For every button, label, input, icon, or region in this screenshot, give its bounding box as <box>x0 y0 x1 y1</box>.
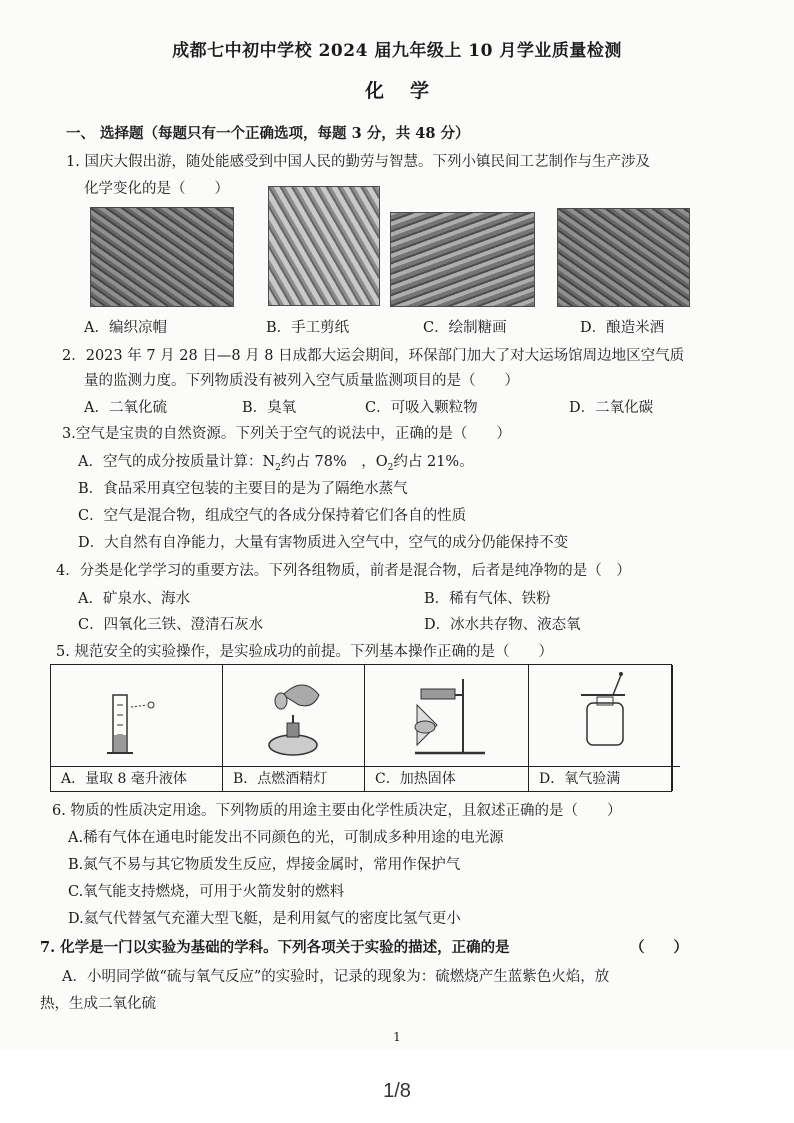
q7-answer-blank: （ ） <box>630 939 688 956</box>
q2-stem-line1: 2．2023 年 7 月 28 日—8 月 8 日成都大运会期间，环保部门加大了对大运场馆周边地区空气质 <box>62 348 685 364</box>
q1-option-c: C．绘制糖画 <box>423 320 507 336</box>
q6-option-d: D.氦气代替氢气充灌大型飞艇，是利用氦气的密度比氢气更小 <box>68 911 461 927</box>
oxygen-bottle-icon <box>529 665 671 769</box>
exam-title: 成都七中初中学校 2024 届九年级上 10 月学业质量检测 <box>172 41 622 61</box>
q1-stem-line2: 化学变化的是（ ） <box>84 181 229 197</box>
q5-caption-c: C．加热固体 <box>365 766 539 791</box>
q3-option-a <box>78 450 474 473</box>
q5-caption-d: D．氧气验满 <box>529 766 680 791</box>
q4-option-b: B．稀有气体、铁粉 <box>424 591 551 607</box>
q1-photo-sugar-painting <box>390 212 535 307</box>
q2-option-c: C．可吸入颗粒物 <box>365 400 478 416</box>
q5-caption-b: B．点燃酒精灯 <box>223 766 375 791</box>
q3-option-d: D．大自然有自净能力，大量有害物质进入空气中，空气的成分仍能保持不变 <box>78 535 569 551</box>
q2-option-d: D．二氧化碳 <box>569 400 654 416</box>
alcohol-lamp-icon <box>223 665 363 769</box>
q7-stem: 7. 化学是一门以实验为基础的学科。下列各项关于实验的描述，正确的是 <box>40 939 510 956</box>
q4-option-a: A．矿泉水、海水 <box>78 591 190 607</box>
q5-caption-a: A．量取 8 毫升液体 <box>51 766 233 791</box>
q6-option-b: B.氮气不易与其它物质发生反应，焊接金属时，常用作保护气 <box>68 857 461 873</box>
subject-title: 化学 <box>364 80 455 102</box>
q1-option-a: A．编织凉帽 <box>84 320 167 336</box>
q3-option-a-part2: 约占 78% ，O <box>280 454 388 470</box>
q1-option-d: D．酿造米酒 <box>580 320 665 336</box>
q6-stem: 6. 物质的性质决定用途。下列物质的用途主要由化学性质决定，且叙述正确的是（ ） <box>52 803 622 819</box>
q1-photo-weaving-hats <box>90 207 234 307</box>
q3-option-a-part3: 约占 21%。 <box>393 454 474 470</box>
q3-option-a-sub2: 2 <box>387 462 394 473</box>
q1-stem-line1: 1. 国庆大假出游，随处能感受到中国人民的勤劳与智慧。下列小镇民间工艺制作与生产涉及 <box>66 154 650 170</box>
page-number: 1 <box>393 1030 401 1044</box>
q4-option-d: D．冰水共存物、液态氧 <box>424 617 581 633</box>
q2-option-b: B．臭氧 <box>242 400 297 416</box>
q3-option-a-part1: A．空气的成分按质量计算：N <box>78 454 276 470</box>
q2-stem-line2: 量的监测力度。下列物质没有被列入空气质量监测项目的是（ ） <box>84 373 519 389</box>
heating-solid-icon <box>365 665 527 769</box>
q3-option-a-sub1: 2 <box>275 462 281 473</box>
q6-option-a: A.稀有气体在通电时能发出不同颜色的光，可制成多种用途的电光源 <box>68 830 504 846</box>
graduated-cylinder-icon <box>51 665 221 769</box>
page-counter: 1/8 <box>383 1080 411 1102</box>
q7-option-a-line2: 热，生成二氧化硫 <box>40 996 156 1012</box>
q1-photo-paper-cutting <box>268 186 380 306</box>
q2-option-a: A．二氧化硫 <box>84 400 167 416</box>
q5-figure-table <box>50 664 672 792</box>
q4-option-c: C．四氧化三铁、澄清石灰水 <box>78 617 264 633</box>
q7-option-a-line1: A．小明同学做“硫与氧气反应”的实验时，记录的现象为：硫燃烧产生蓝紫色火焰，放 <box>62 969 610 985</box>
q6-option-c: C.氧气能支持燃烧，可用于火箭发射的燃料 <box>68 884 345 900</box>
section-heading: 一、 选择题（每题只有一个正确选项，每题 3 分，共 48 分） <box>66 125 470 142</box>
q3-option-c: C．空气是混合物，组成空气的各成分保持着它们各自的性质 <box>78 508 467 524</box>
q4-stem: 4．分类是化学学习的重要方法。下列各组物质，前者是混合物，后者是纯净物的是（ ） <box>56 563 631 579</box>
q1-photo-rice-wine <box>557 208 690 307</box>
q3-option-b: B．食品采用真空包装的主要目的是为了隔绝水蒸气 <box>78 481 408 497</box>
q1-option-b: B．手工剪纸 <box>266 320 350 336</box>
q3-stem: 3.空气是宝贵的自然资源。下列关于空气的说法中，正确的是（ ） <box>62 426 511 442</box>
q5-stem: 5. 规范安全的实验操作，是实验成功的前提。下列基本操作正确的是（ ） <box>56 644 553 660</box>
